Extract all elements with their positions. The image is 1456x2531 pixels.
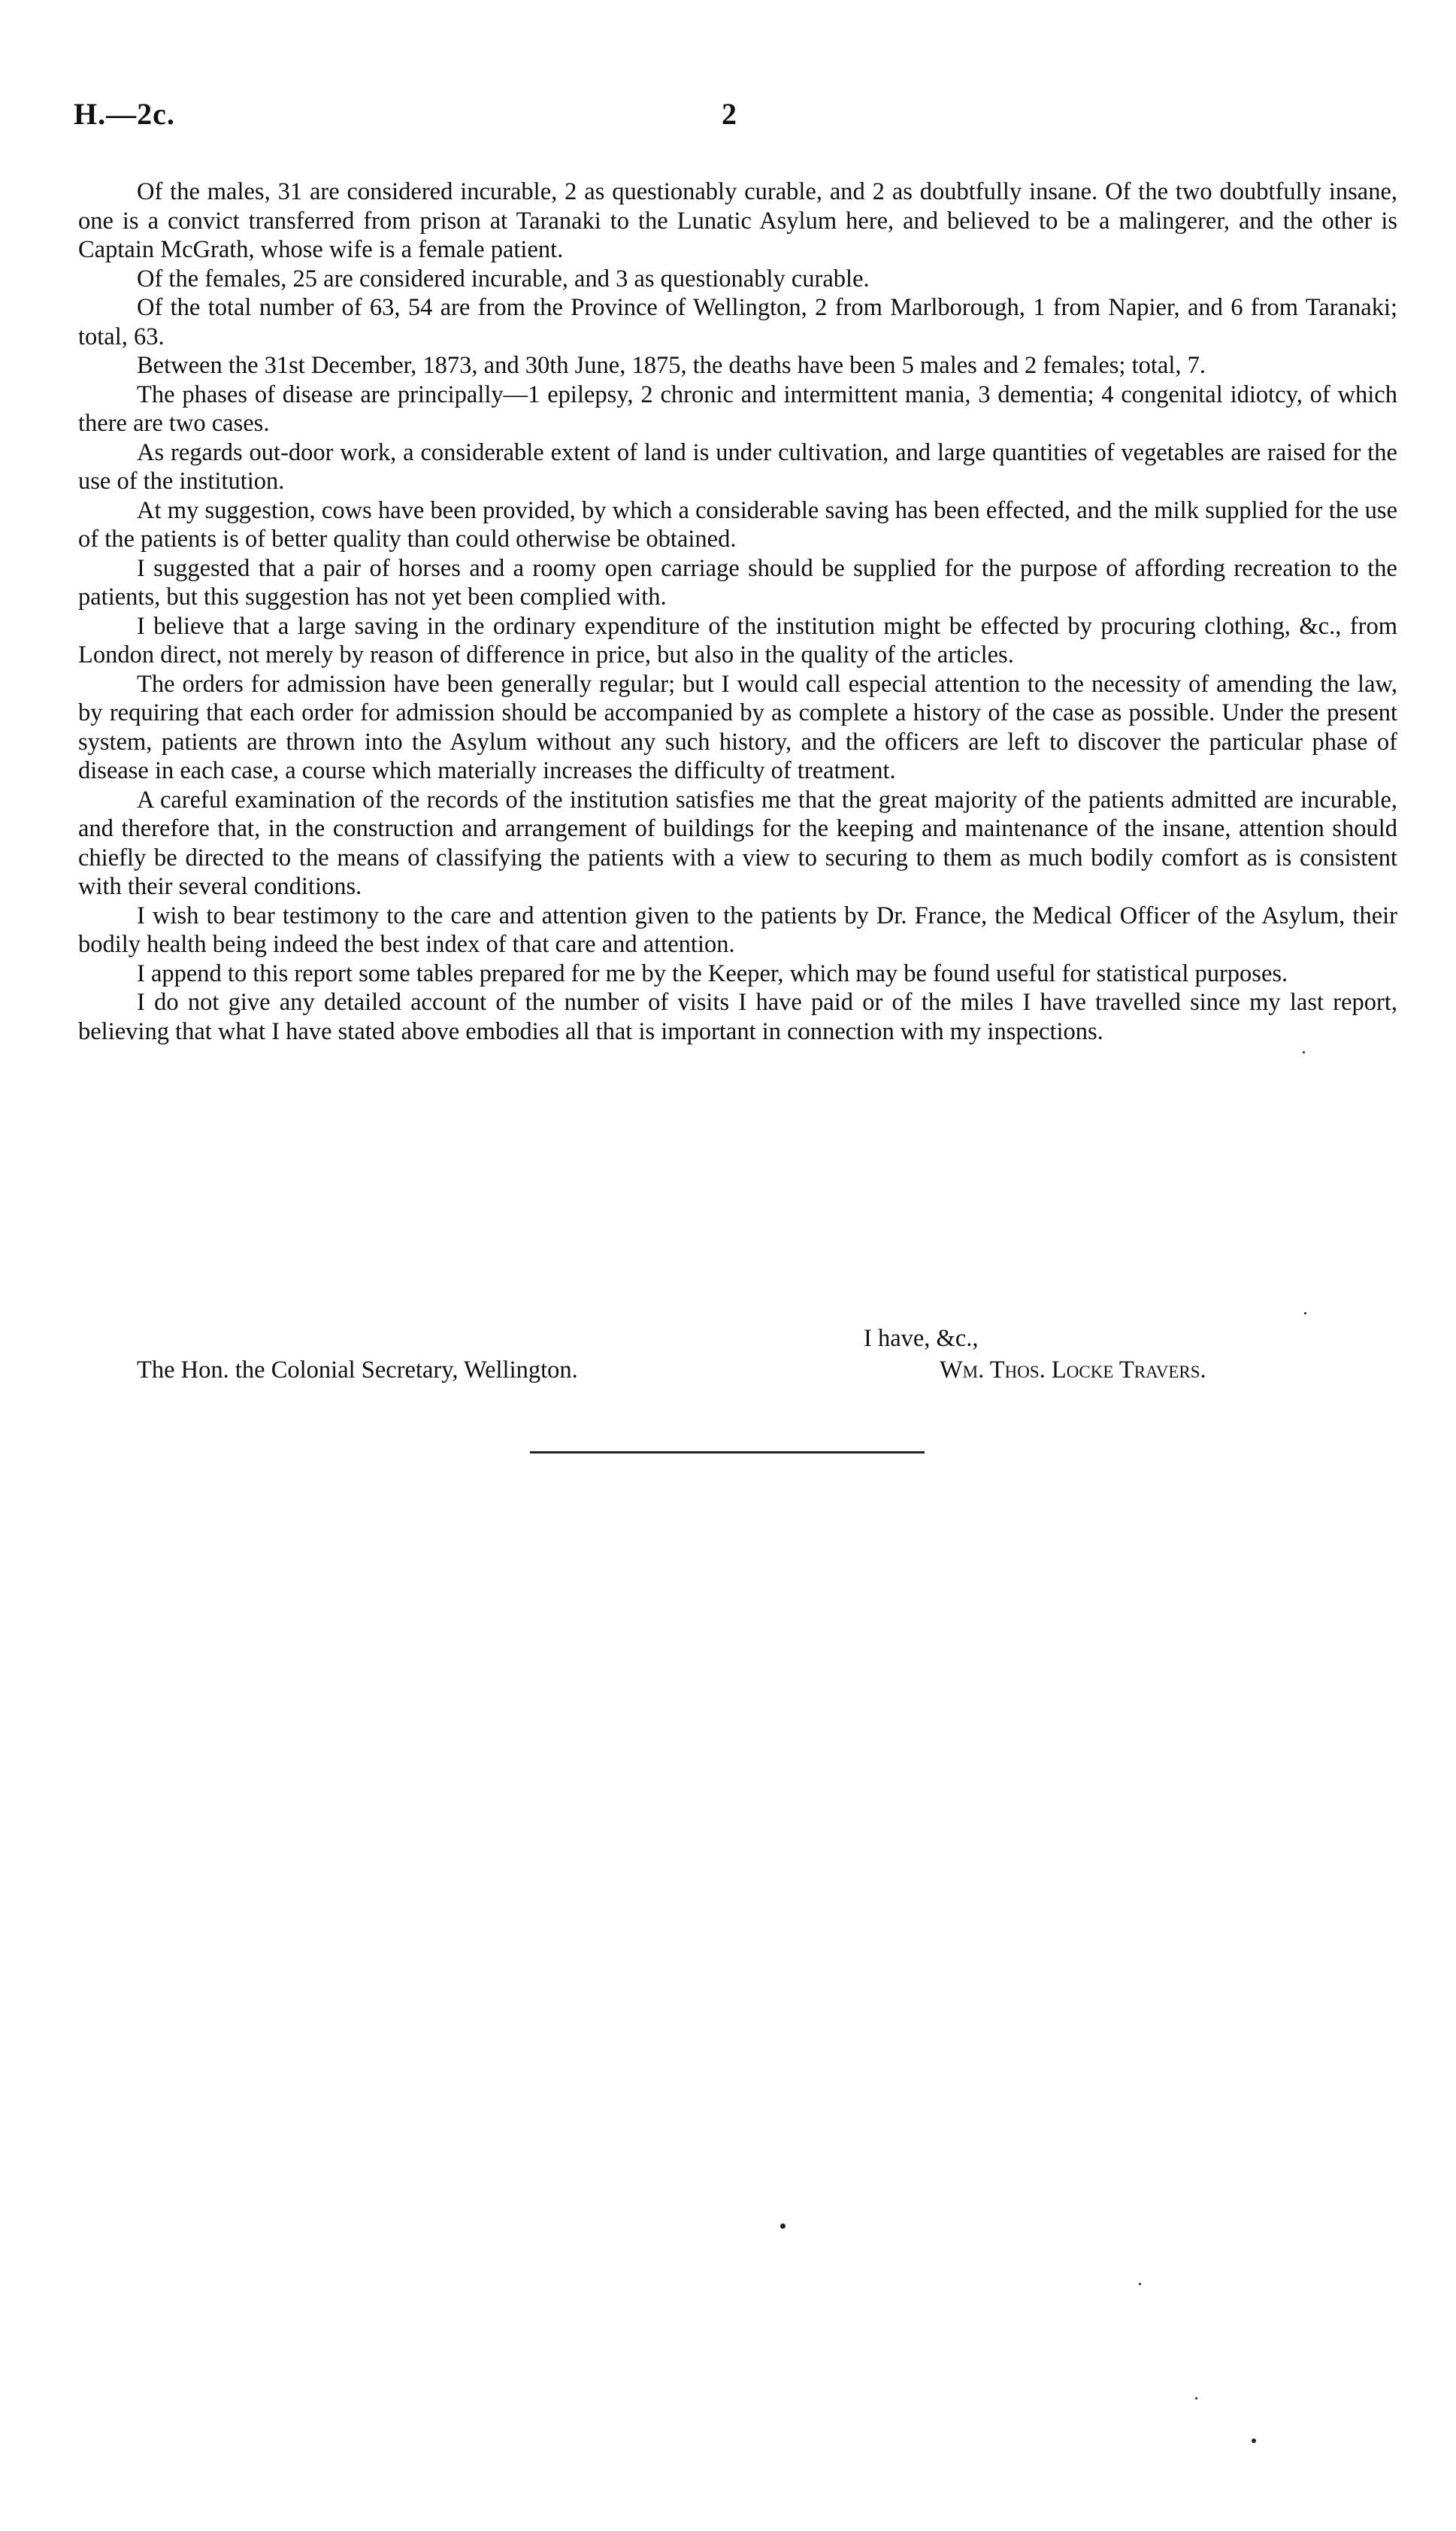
print-speck: [1304, 1312, 1306, 1314]
paragraph-deaths: Between the 31st December, 1873, and 30th June, 1875, the deaths have been 5 males and 2 females; total, 7.: [137, 352, 1206, 379]
page-header: [74, 96, 1352, 141]
page-number: 2: [722, 97, 737, 131]
paragraph-males: Of the males, 31 are considered incurable, 2 as questionably curable, and 2 as doubtfully insane. Of the two doubtfully insane, one is a convict transferred from prison at Taranaki to the Lunatic Asylum here, and believed to be a malingerer, and the other is Captain McGrath, whose wife is a female patient.: [78, 178, 1397, 263]
report-body: [78, 177, 1397, 1046]
print-speck: [1252, 2439, 1256, 2443]
print-speck: [1303, 1051, 1305, 1053]
document-reference: H.—2c.: [74, 97, 175, 131]
closing-phrase: I have, &c.,: [864, 1325, 979, 1352]
paragraph-visits: I do not give any detailed account of the number of visits I have paid or of the miles I have travelled since my last report, believing that what I have stated above embodies all that is important in connection with my inspections.: [78, 989, 1397, 1045]
paragraph-orders-for-admission: The orders for admission have been generally regular; but I would call especial attention to the necessity of amending the law, by requiring that each order for admission should be accompanied by as complete a history of the case as possible. Under the present system, patients are thrown into the Asylum without any such history, and the officers are left to discover the particular phase of disease in each case, a course which materially increases the difficulty of treatment.: [78, 670, 1397, 784]
closing-rule: [530, 1451, 925, 1453]
paragraph-total-by-province: Of the total number of 63, 54 are from the Province of Wellington, 2 from Marlborough, 1 from Napier, and 6 from Taranaki; total, 63.: [78, 294, 1397, 350]
paragraph-out-door-work: As regards out-door work, a considerable extent of land is under cultivation, and large quantities of vegetables are raised for the use of the institution.: [78, 438, 1397, 495]
print-speck: [780, 2223, 786, 2229]
print-speck: [1139, 2283, 1141, 2285]
paragraph-clothing-expenditure: I believe that a large saving in the ordinary expenditure of the institution might be effected by procuring clothing, &c., from London direct, not merely by reason of difference in price, but also in the quality of the articles.: [78, 612, 1397, 668]
paragraph-testimony: I wish to bear testimony to the care and attention given to the patients by Dr. France, the Medical Officer of the Asylum, their bodily health being indeed the best index of that care and attention.: [78, 902, 1397, 958]
paragraph-horses-carriage: I suggested that a pair of horses and a roomy open carriage should be supplied for the purpose of affording recreation to the patients, but this suggestion has not yet been complied with.: [78, 554, 1397, 611]
paragraph-tables-appended: I append to this report some tables prepared for me by the Keeper, which may be found useful for statistical purposes.: [137, 959, 1288, 987]
signature: Wm. Thos. Locke Travers.: [940, 1356, 1206, 1384]
print-speck: [1195, 2397, 1197, 2399]
paragraph-records-examination: A careful examination of the records of the institution satisfies me that the great majority of the patients admitted are incurable, and therefore that, in the construction and arrangement of buildings for the keeping and maintenance of the insane, attention should chiefly be directed to the means of classifying the patients with a view to securing to them as much bodily comfort as is consistent with their several conditions.: [78, 786, 1397, 900]
addressee: The Hon. the Colonial Secretary, Wellington.: [137, 1356, 578, 1384]
paragraph-phases-of-disease: The phases of disease are principally—1 epilepsy, 2 chronic and intermittent mania, 3 dementia; 4 congenital idiotcy, of which there are two cases.: [78, 380, 1397, 437]
paragraph-cows: At my suggestion, cows have been provided, by which a considerable saving has been effected, and the milk supplied for the use of the patients is of better quality than could otherwise be obtained.: [78, 496, 1397, 553]
paragraph-females: Of the females, 25 are considered incurable, and 3 as questionably curable.: [137, 265, 870, 293]
